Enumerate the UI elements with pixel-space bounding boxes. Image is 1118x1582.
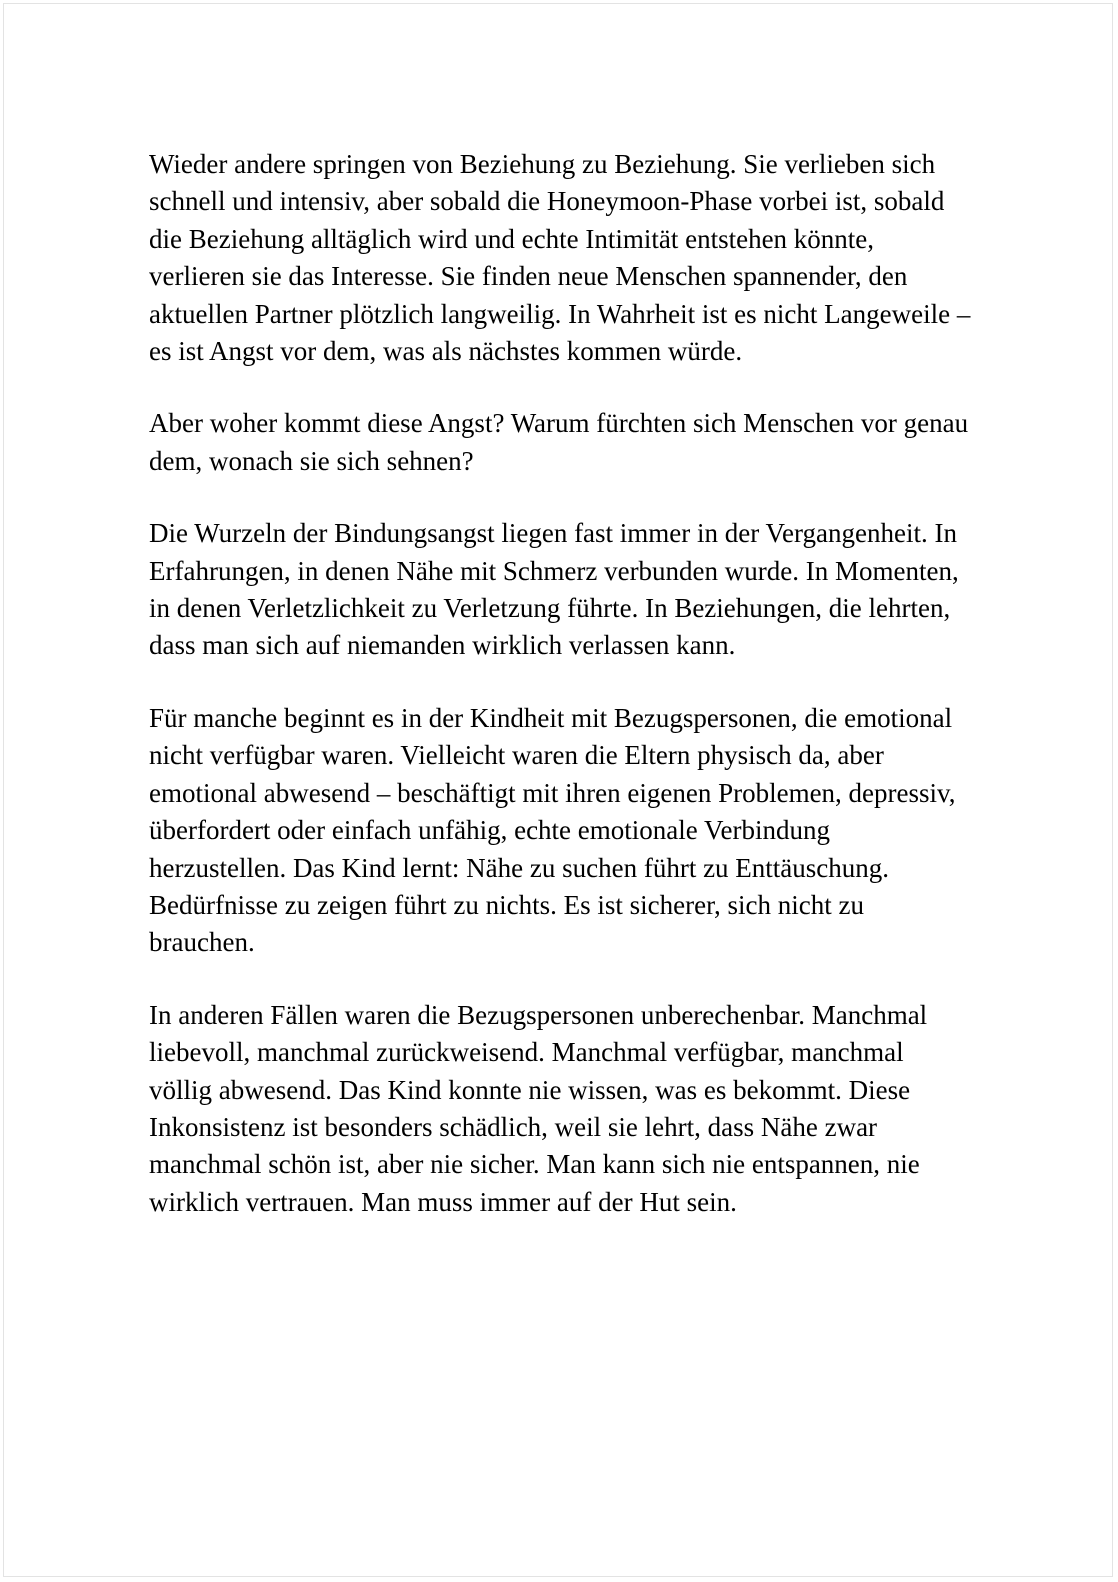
paragraph: Die Wurzeln der Bindungsangst liegen fast immer in der Vergangenheit. In Erfahrungen, in denen Nähe mit Schmerz verbunden wurde. In Momenten, in denen Verletzlichkeit zu Verletzung führte. In Beziehungen, die lehrten, dass man sich auf niemanden wirklich verlassen kann. <box>149 518 959 661</box>
paragraph: Aber woher kommt diese Angst? Warum fürchten sich Menschen vor genau dem, wonach sie sich sehnen? <box>149 408 969 476</box>
paragraph: Wieder andere springen von Beziehung zu Beziehung. Sie verlieben sich schnell und intensiv, aber sobald die Honeymoon-Phase vorbei ist, sobald die Beziehung alltäglich wird und echte Intimität entstehen könnte, verlieren sie das Interesse. Sie finden neue Menschen spannender, den aktuellen Partner plötzlich langweilig. In Wahrheit ist es nicht Langeweile – es ist Angst vor dem, was als nächstes kommen würde. <box>149 149 971 367</box>
document-page <box>3 3 1113 1577</box>
paragraph: Für manche beginnt es in der Kindheit mit Bezugspersonen, die emotional nicht verfügbar waren. Vielleicht waren die Eltern physisch da, aber emotional abwesend – beschäftigt mit ihren eigenen Problemen, depressiv, überfordert oder einfach unfähig, echte emotionale Verbindung herzustellen. Das Kind lernt: Nähe zu suchen führt zu Enttäuschung. Bedürfnisse zu zeigen führt zu nichts. Es ist sicherer, sich nicht zu brauchen. <box>149 702 956 958</box>
text-block <box>149 146 971 1221</box>
paragraph: In anderen Fällen waren die Bezugspersonen unberechenbar. Manchmal liebevoll, manchmal zurückweisend. Manchmal verfügbar, manchmal völlig abwesend. Das Kind konnte nie wissen, was es bekommt. Diese Inkonsistenz ist besonders schädlich, weil sie lehrt, dass Nähe zwar manchmal schön ist, aber nie sicher. Man kann sich nie entspannen, nie wirklich vertrauen. Man muss immer auf der Hut sein. <box>149 999 928 1217</box>
